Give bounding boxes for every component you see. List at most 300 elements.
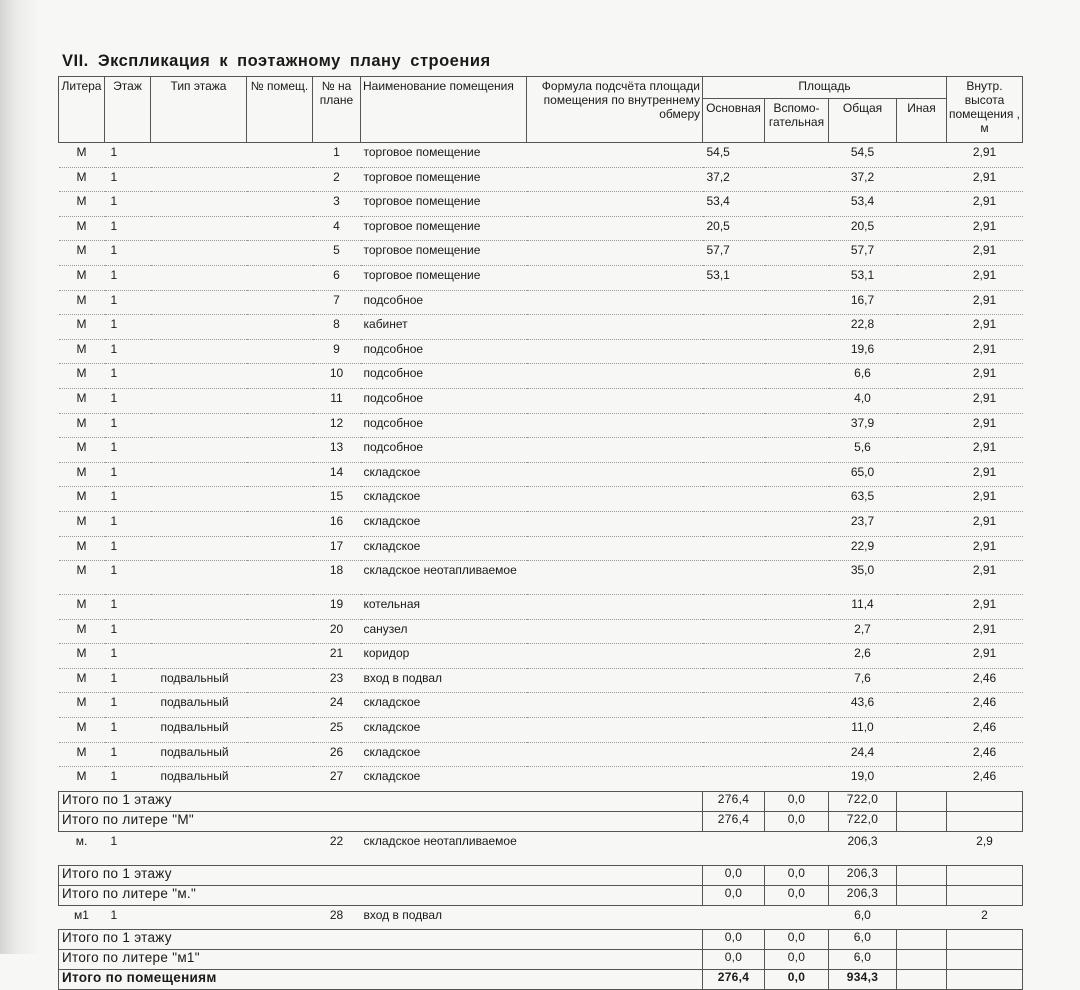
cell-litera: М (59, 561, 105, 595)
scan-edge-shadow (0, 0, 40, 954)
table-row (59, 315, 1023, 340)
cell-nomer-na-plane: 25 (313, 718, 361, 743)
cell-nomer-na-plane: 14 (313, 462, 361, 487)
cell-tip-etazha: подвальный (151, 742, 247, 767)
cell-naimenovanie: вход в подвал (361, 905, 527, 930)
cell-inaya (897, 462, 947, 487)
cell-litera: М (59, 693, 105, 718)
table-row (59, 462, 1023, 487)
cell-nomer-na-plane: 28 (313, 905, 361, 930)
cell-etazh: 1 (105, 905, 151, 930)
cell-etazh: 1 (105, 536, 151, 561)
cell-litera: М (59, 511, 105, 536)
cell-vspomogatelnaya (765, 668, 829, 693)
cell-vspomogatelnaya (765, 143, 829, 168)
cell-nomer-na-plane: 19 (313, 595, 361, 620)
cell-nomer-na-plane: 22 (313, 831, 361, 865)
cell-vspomogatelnaya (765, 644, 829, 669)
cell-naimenovanie: торговое помещение (361, 143, 527, 168)
total-obshaya: 722,0 (829, 791, 897, 811)
cell-nomer-pomesch (247, 315, 313, 340)
cell-osnovnaya (703, 413, 765, 438)
cell-inaya (897, 511, 947, 536)
cell-osnovnaya (703, 339, 765, 364)
table-row (59, 831, 1023, 865)
total-obshaya: 206,3 (829, 885, 897, 905)
total-label: Итого по 1 этажу (59, 865, 703, 885)
cell-etazh: 1 (105, 619, 151, 644)
cell-naimenovanie: коридор (361, 644, 527, 669)
total-row (59, 791, 1023, 811)
cell-litera: М (59, 718, 105, 743)
cell-inaya (897, 241, 947, 266)
cell-obshaya: 16,7 (829, 290, 897, 315)
cell-litera: М (59, 192, 105, 217)
cell-tip-etazha (151, 462, 247, 487)
cell-obshaya: 37,2 (829, 167, 897, 192)
cell-etazh: 1 (105, 339, 151, 364)
header-vysota: Внутр. высота помещения , м (947, 77, 1023, 143)
cell-inaya (897, 561, 947, 595)
cell-tip-etazha (151, 536, 247, 561)
cell-naimenovanie: кабинет (361, 315, 527, 340)
total-vysota (947, 970, 1023, 990)
cell-tip-etazha (151, 216, 247, 241)
cell-tip-etazha (151, 487, 247, 512)
cell-nomer-na-plane: 9 (313, 339, 361, 364)
header-tip-etazha: Тип этажа (151, 77, 247, 143)
total-obshaya: 206,3 (829, 865, 897, 885)
total-inaya (897, 950, 947, 970)
cell-osnovnaya (703, 619, 765, 644)
cell-osnovnaya (703, 831, 765, 865)
cell-obshaya: 7,6 (829, 668, 897, 693)
cell-obshaya: 11,4 (829, 595, 897, 620)
cell-litera: М (59, 241, 105, 266)
cell-etazh: 1 (105, 511, 151, 536)
header-vspomogatelnaya: Вспомо-гательная (765, 99, 829, 143)
cell-osnovnaya (703, 644, 765, 669)
cell-formula (527, 290, 703, 315)
cell-obshaya: 19,0 (829, 767, 897, 792)
cell-nomer-pomesch (247, 413, 313, 438)
cell-nomer-na-plane: 23 (313, 668, 361, 693)
cell-osnovnaya: 53,4 (703, 192, 765, 217)
cell-vysota: 2,91 (947, 192, 1023, 217)
total-vysota (947, 865, 1023, 885)
table-row (59, 536, 1023, 561)
total-obshaya: 6,0 (829, 930, 897, 950)
cell-obshaya: 24,4 (829, 742, 897, 767)
cell-formula (527, 438, 703, 463)
total-osnovnaya: 276,4 (703, 791, 765, 811)
cell-inaya (897, 905, 947, 930)
cell-litera: М (59, 364, 105, 389)
cell-nomer-na-plane: 17 (313, 536, 361, 561)
cell-inaya (897, 315, 947, 340)
cell-vspomogatelnaya (765, 619, 829, 644)
cell-nomer-pomesch (247, 644, 313, 669)
cell-inaya (897, 831, 947, 865)
cell-vspomogatelnaya (765, 167, 829, 192)
cell-vspomogatelnaya (765, 536, 829, 561)
cell-osnovnaya (703, 742, 765, 767)
cell-formula (527, 561, 703, 595)
total-osnovnaya: 0,0 (703, 885, 765, 905)
cell-etazh: 1 (105, 767, 151, 792)
cell-nomer-pomesch (247, 536, 313, 561)
total-osnovnaya: 0,0 (703, 950, 765, 970)
total-osnovnaya: 0,0 (703, 865, 765, 885)
total-row (59, 930, 1023, 950)
cell-vysota: 2,91 (947, 143, 1023, 168)
table-row (59, 290, 1023, 315)
total-vspomogatelnaya: 0,0 (765, 811, 829, 831)
cell-nomer-na-plane: 5 (313, 241, 361, 266)
cell-naimenovanie: складское (361, 462, 527, 487)
cell-litera: М (59, 536, 105, 561)
table-header (59, 77, 1023, 143)
cell-obshaya: 65,0 (829, 462, 897, 487)
table-row (59, 511, 1023, 536)
total-label: Итого по литере "м." (59, 885, 703, 905)
cell-tip-etazha (151, 167, 247, 192)
header-obshaya: Общая (829, 99, 897, 143)
total-row (59, 950, 1023, 970)
cell-litera: М (59, 290, 105, 315)
cell-vspomogatelnaya (765, 767, 829, 792)
cell-vspomogatelnaya (765, 487, 829, 512)
cell-etazh: 1 (105, 413, 151, 438)
table-row (59, 595, 1023, 620)
cell-inaya (897, 265, 947, 290)
cell-litera: М (59, 668, 105, 693)
cell-osnovnaya (703, 595, 765, 620)
table-row (59, 619, 1023, 644)
cell-obshaya: 22,8 (829, 315, 897, 340)
cell-tip-etazha (151, 339, 247, 364)
cell-nomer-pomesch (247, 487, 313, 512)
table-row (59, 561, 1023, 595)
cell-formula (527, 511, 703, 536)
cell-naimenovanie: подсобное (361, 290, 527, 315)
cell-tip-etazha (151, 364, 247, 389)
cell-vysota: 2,91 (947, 438, 1023, 463)
cell-osnovnaya (703, 905, 765, 930)
table-row (59, 644, 1023, 669)
cell-tip-etazha (151, 192, 247, 217)
cell-formula (527, 462, 703, 487)
cell-osnovnaya (703, 462, 765, 487)
total-vysota (947, 885, 1023, 905)
cell-litera: м1 (59, 905, 105, 930)
cell-formula (527, 487, 703, 512)
cell-obshaya: 53,4 (829, 192, 897, 217)
cell-vspomogatelnaya (765, 693, 829, 718)
cell-nomer-na-plane: 20 (313, 619, 361, 644)
cell-obshaya: 5,6 (829, 438, 897, 463)
cell-vysota: 2,9 (947, 831, 1023, 865)
cell-vspomogatelnaya (765, 315, 829, 340)
table-row (59, 718, 1023, 743)
cell-nomer-na-plane: 4 (313, 216, 361, 241)
cell-nomer-na-plane: 6 (313, 265, 361, 290)
total-vspomogatelnaya: 0,0 (765, 865, 829, 885)
cell-etazh: 1 (105, 595, 151, 620)
cell-formula (527, 693, 703, 718)
cell-etazh: 1 (105, 315, 151, 340)
cell-vspomogatelnaya (765, 265, 829, 290)
cell-obshaya: 19,6 (829, 339, 897, 364)
cell-nomer-na-plane: 3 (313, 192, 361, 217)
cell-formula (527, 644, 703, 669)
cell-inaya (897, 290, 947, 315)
cell-inaya (897, 718, 947, 743)
cell-nomer-na-plane: 21 (313, 644, 361, 669)
cell-nomer-na-plane: 26 (313, 742, 361, 767)
total-obshaya: 934,3 (829, 970, 897, 990)
cell-etazh: 1 (105, 561, 151, 595)
cell-inaya (897, 595, 947, 620)
cell-naimenovanie: подсобное (361, 388, 527, 413)
total-row (59, 811, 1023, 831)
cell-formula (527, 413, 703, 438)
table-row (59, 339, 1023, 364)
cell-formula (527, 831, 703, 865)
cell-nomer-pomesch (247, 216, 313, 241)
total-osnovnaya: 0,0 (703, 930, 765, 950)
table-row (59, 143, 1023, 168)
cell-nomer-pomesch (247, 192, 313, 217)
cell-vspomogatelnaya (765, 364, 829, 389)
table-row (59, 905, 1023, 930)
cell-osnovnaya (703, 536, 765, 561)
explication-table (58, 76, 1023, 990)
table-row (59, 364, 1023, 389)
table-row (59, 167, 1023, 192)
cell-naimenovanie: складское неотапливаемое (361, 561, 527, 595)
cell-vspomogatelnaya (765, 290, 829, 315)
cell-naimenovanie: складское (361, 536, 527, 561)
total-vspomogatelnaya: 0,0 (765, 791, 829, 811)
cell-inaya (897, 693, 947, 718)
cell-litera: М (59, 216, 105, 241)
total-vysota (947, 791, 1023, 811)
cell-osnovnaya (703, 388, 765, 413)
cell-inaya (897, 536, 947, 561)
cell-osnovnaya: 20,5 (703, 216, 765, 241)
cell-nomer-pomesch (247, 693, 313, 718)
cell-formula (527, 315, 703, 340)
cell-litera: М (59, 619, 105, 644)
cell-osnovnaya (703, 561, 765, 595)
cell-osnovnaya (703, 487, 765, 512)
cell-naimenovanie: санузел (361, 619, 527, 644)
cell-formula (527, 668, 703, 693)
cell-nomer-pomesch (247, 619, 313, 644)
cell-etazh: 1 (105, 718, 151, 743)
cell-vspomogatelnaya (765, 742, 829, 767)
cell-vspomogatelnaya (765, 413, 829, 438)
table-row (59, 668, 1023, 693)
cell-obshaya: 54,5 (829, 143, 897, 168)
cell-inaya (897, 644, 947, 669)
cell-tip-etazha: подвальный (151, 718, 247, 743)
cell-inaya (897, 143, 947, 168)
total-vysota (947, 950, 1023, 970)
cell-vysota: 2,91 (947, 315, 1023, 340)
cell-etazh: 1 (105, 265, 151, 290)
cell-osnovnaya (703, 315, 765, 340)
grand-total-row (59, 970, 1023, 990)
cell-vysota: 2,91 (947, 462, 1023, 487)
cell-nomer-pomesch (247, 742, 313, 767)
header-nomer-pomesch: № помещ. (247, 77, 313, 143)
cell-tip-etazha (151, 241, 247, 266)
cell-nomer-pomesch (247, 241, 313, 266)
header-inaya: Иная (897, 99, 947, 143)
cell-nomer-pomesch (247, 595, 313, 620)
cell-tip-etazha (151, 143, 247, 168)
cell-vspomogatelnaya (765, 192, 829, 217)
cell-formula (527, 364, 703, 389)
cell-nomer-na-plane: 13 (313, 438, 361, 463)
total-vspomogatelnaya: 0,0 (765, 950, 829, 970)
cell-nomer-na-plane: 15 (313, 487, 361, 512)
table-row (59, 693, 1023, 718)
header-naimenovanie: Наименование помещения (361, 77, 527, 143)
cell-vysota: 2 (947, 905, 1023, 930)
total-inaya (897, 811, 947, 831)
cell-etazh: 1 (105, 192, 151, 217)
cell-nomer-na-plane: 12 (313, 413, 361, 438)
cell-tip-etazha (151, 561, 247, 595)
page-title: VII. Экспликация к поэтажному плану строения (62, 52, 491, 70)
cell-nomer-na-plane: 10 (313, 364, 361, 389)
cell-tip-etazha: подвальный (151, 693, 247, 718)
cell-obshaya: 22,9 (829, 536, 897, 561)
cell-etazh: 1 (105, 693, 151, 718)
total-obshaya: 722,0 (829, 811, 897, 831)
cell-nomer-pomesch (247, 290, 313, 315)
cell-etazh: 1 (105, 462, 151, 487)
cell-nomer-na-plane: 18 (313, 561, 361, 595)
cell-vysota: 2,91 (947, 167, 1023, 192)
total-row (59, 865, 1023, 885)
cell-formula (527, 619, 703, 644)
cell-naimenovanie: складское (361, 767, 527, 792)
cell-etazh: 1 (105, 364, 151, 389)
cell-naimenovanie: складское (361, 511, 527, 536)
total-osnovnaya: 276,4 (703, 811, 765, 831)
cell-formula (527, 192, 703, 217)
cell-osnovnaya: 37,2 (703, 167, 765, 192)
cell-vysota: 2,46 (947, 668, 1023, 693)
cell-nomer-pomesch (247, 364, 313, 389)
cell-etazh: 1 (105, 438, 151, 463)
cell-inaya (897, 487, 947, 512)
total-inaya (897, 930, 947, 950)
cell-osnovnaya (703, 767, 765, 792)
cell-formula (527, 718, 703, 743)
cell-litera: М (59, 339, 105, 364)
table-row (59, 767, 1023, 792)
cell-osnovnaya (703, 693, 765, 718)
cell-vysota: 2,91 (947, 216, 1023, 241)
cell-vspomogatelnaya (765, 339, 829, 364)
cell-obshaya: 43,6 (829, 693, 897, 718)
cell-vysota: 2,91 (947, 487, 1023, 512)
cell-nomer-pomesch (247, 561, 313, 595)
cell-nomer-pomesch (247, 388, 313, 413)
cell-vspomogatelnaya (765, 561, 829, 595)
cell-osnovnaya (703, 718, 765, 743)
cell-obshaya: 6,0 (829, 905, 897, 930)
cell-obshaya: 11,0 (829, 718, 897, 743)
cell-obshaya: 53,1 (829, 265, 897, 290)
total-osnovnaya: 276,4 (703, 970, 765, 990)
cell-nomer-na-plane: 8 (313, 315, 361, 340)
cell-vspomogatelnaya (765, 905, 829, 930)
total-label: Итого по литере "М" (59, 811, 703, 831)
cell-obshaya: 23,7 (829, 511, 897, 536)
cell-vysota: 2,91 (947, 536, 1023, 561)
cell-nomer-pomesch (247, 511, 313, 536)
cell-formula (527, 216, 703, 241)
cell-vspomogatelnaya (765, 831, 829, 865)
cell-tip-etazha (151, 511, 247, 536)
cell-obshaya: 6,6 (829, 364, 897, 389)
cell-formula (527, 265, 703, 290)
cell-formula (527, 595, 703, 620)
cell-vspomogatelnaya (765, 388, 829, 413)
cell-inaya (897, 388, 947, 413)
cell-etazh: 1 (105, 216, 151, 241)
cell-nomer-pomesch (247, 905, 313, 930)
cell-litera: М (59, 742, 105, 767)
cell-inaya (897, 438, 947, 463)
cell-naimenovanie: торговое помещение (361, 241, 527, 266)
cell-osnovnaya: 53,1 (703, 265, 765, 290)
cell-etazh: 1 (105, 143, 151, 168)
cell-etazh: 1 (105, 668, 151, 693)
cell-inaya (897, 339, 947, 364)
cell-nomer-na-plane: 27 (313, 767, 361, 792)
cell-nomer-na-plane: 24 (313, 693, 361, 718)
cell-naimenovanie: подсобное (361, 364, 527, 389)
cell-formula (527, 339, 703, 364)
cell-nomer-pomesch (247, 462, 313, 487)
cell-inaya (897, 619, 947, 644)
cell-formula (527, 905, 703, 930)
cell-etazh: 1 (105, 290, 151, 315)
cell-vysota: 2,91 (947, 265, 1023, 290)
cell-litera: М (59, 462, 105, 487)
cell-tip-etazha (151, 265, 247, 290)
cell-nomer-pomesch (247, 143, 313, 168)
table-row (59, 388, 1023, 413)
cell-nomer-pomesch (247, 339, 313, 364)
cell-naimenovanie: торговое помещение (361, 192, 527, 217)
cell-tip-etazha (151, 831, 247, 865)
cell-tip-etazha (151, 315, 247, 340)
cell-naimenovanie: подсобное (361, 438, 527, 463)
table-row (59, 487, 1023, 512)
cell-naimenovanie: складское (361, 718, 527, 743)
cell-osnovnaya (703, 668, 765, 693)
cell-nomer-pomesch (247, 767, 313, 792)
cell-osnovnaya: 54,5 (703, 143, 765, 168)
